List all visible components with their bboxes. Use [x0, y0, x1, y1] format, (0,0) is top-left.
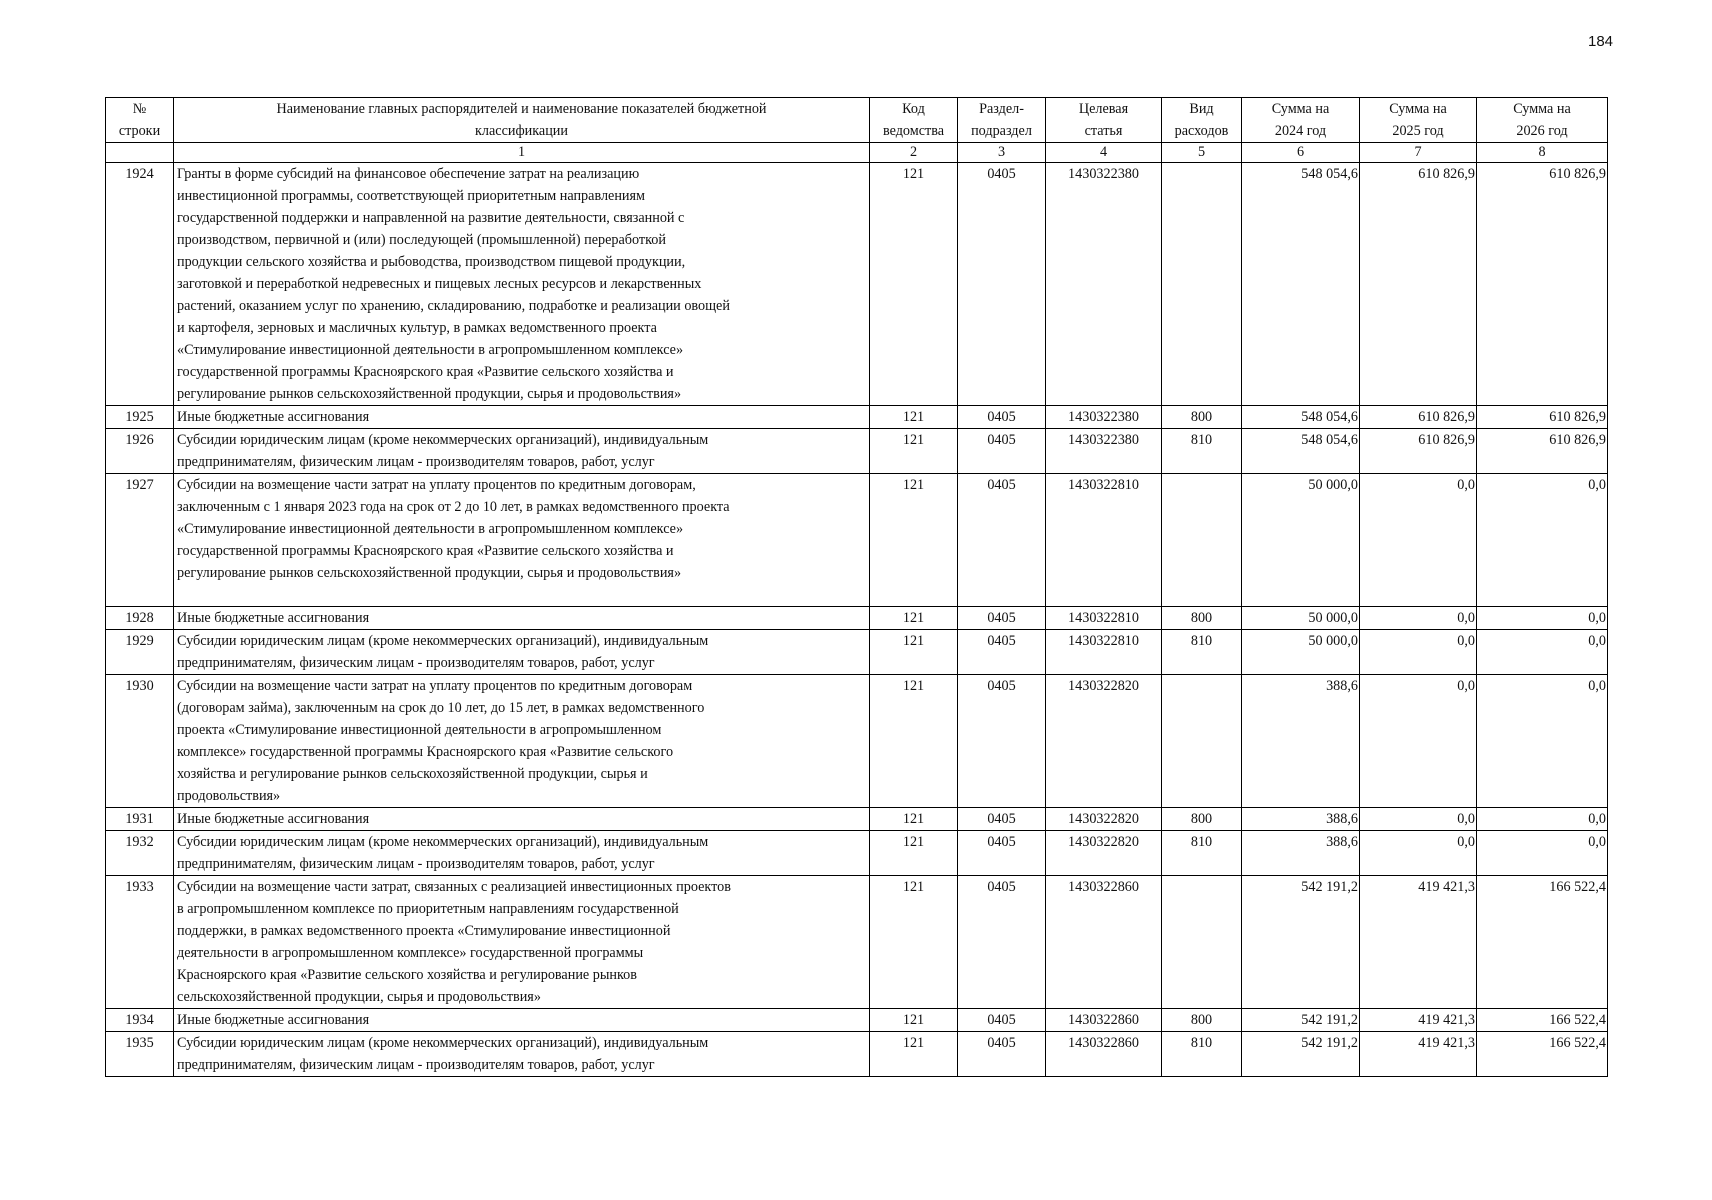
row-target-item: 1430322820: [1046, 831, 1162, 876]
row-target-item: 1430322860: [1046, 1009, 1162, 1032]
row-dept-code: 121: [870, 808, 958, 831]
column-numbers-row: [106, 143, 1608, 163]
row-sum-2025: 0,0: [1360, 808, 1477, 831]
row-target-item: 1430322860: [1046, 1032, 1162, 1077]
row-number: 1933: [106, 876, 174, 1009]
table-row: [106, 607, 1608, 630]
row-number: 1928: [106, 607, 174, 630]
header-expense-type: Вид расходов: [1162, 98, 1242, 143]
row-sum-2024: 542 191,2: [1242, 1032, 1360, 1077]
header-sum-2026: Сумма на 2026 год: [1477, 98, 1608, 143]
row-sum-2024: 548 054,6: [1242, 406, 1360, 429]
row-name-line: предпринимателям, физическим лицам - производителям товаров, работ, услуг: [177, 655, 655, 671]
row-sum-2025: 610 826,9: [1360, 163, 1477, 406]
row-expense-type: [1162, 876, 1242, 1009]
row-sum-2025: 0,0: [1360, 675, 1477, 808]
row-name-line: в агропромышленном комплексе по приоритетным направлениям государственной: [177, 901, 679, 917]
row-name-line: Субсидии юридическим лицам (кроме некоммерческих организаций), индивидуальным: [177, 834, 709, 850]
row-sum-2026: 0,0: [1477, 675, 1608, 808]
row-name: [174, 876, 870, 1009]
row-name-line: предпринимателям, физическим лицам - производителям товаров, работ, услуг: [177, 856, 655, 872]
row-section: 0405: [958, 1009, 1046, 1032]
row-name-line: и картофеля, зерновых и масличных культур, в рамках ведомственного проекта: [177, 320, 657, 336]
row-name-line: Субсидии на возмещение части затрат на уплату процентов по кредитным договорам,: [177, 477, 696, 493]
row-target-item: 1430322810: [1046, 630, 1162, 675]
row-name-line: проекта «Стимулирование инвестиционной деятельности в агропромышленном: [177, 722, 662, 738]
row-sum-2024: 388,6: [1242, 831, 1360, 876]
row-sum-2025: 0,0: [1360, 607, 1477, 630]
table-row: [106, 1032, 1608, 1077]
row-number: 1924: [106, 163, 174, 406]
table-row: [106, 808, 1608, 831]
row-section: 0405: [958, 474, 1046, 607]
header-row-no: № строки: [106, 98, 174, 143]
table-row: [106, 1009, 1608, 1032]
row-number: 1932: [106, 831, 174, 876]
header-name: Наименование главных распорядителей и наименование показателей бюджетной классификации: [174, 98, 870, 143]
row-number: 1926: [106, 429, 174, 474]
row-number: 1930: [106, 675, 174, 808]
row-sum-2025: 0,0: [1360, 630, 1477, 675]
row-dept-code: 121: [870, 607, 958, 630]
column-number: 5: [1162, 143, 1242, 163]
row-sum-2026: 610 826,9: [1477, 429, 1608, 474]
row-sum-2025: 610 826,9: [1360, 406, 1477, 429]
row-name-line: государственной программы Красноярского края «Развитие сельского хозяйства и: [177, 364, 674, 380]
row-sum-2026: 610 826,9: [1477, 163, 1608, 406]
row-name: [174, 808, 870, 831]
row-name: [174, 831, 870, 876]
row-sum-2024: 50 000,0: [1242, 474, 1360, 607]
row-expense-type: 810: [1162, 630, 1242, 675]
row-name-line: продовольствия»: [177, 788, 281, 804]
table-row: [106, 429, 1608, 474]
column-number: 8: [1477, 143, 1608, 163]
column-number: 6: [1242, 143, 1360, 163]
column-number: 4: [1046, 143, 1162, 163]
row-sum-2024: 542 191,2: [1242, 1009, 1360, 1032]
row-sum-2026: 610 826,9: [1477, 406, 1608, 429]
row-name-line: деятельности в агропромышленном комплексе» государственной программы: [177, 945, 644, 961]
row-name-line: (договорам займа), заключенным на срок до 10 лет, до 15 лет, в рамках ведомственного: [177, 700, 705, 716]
row-sum-2025: 419 421,3: [1360, 876, 1477, 1009]
row-section: 0405: [958, 607, 1046, 630]
row-expense-type: 810: [1162, 831, 1242, 876]
row-name-line: регулирование рынков сельскохозяйственной продукции, сырья и продовольствия»: [177, 386, 682, 402]
row-number: 1931: [106, 808, 174, 831]
row-sum-2025: 0,0: [1360, 831, 1477, 876]
row-dept-code: 121: [870, 474, 958, 607]
table-row: [106, 406, 1608, 429]
column-number: 3: [958, 143, 1046, 163]
row-expense-type: [1162, 474, 1242, 607]
header-dept-code: Код ведомства: [870, 98, 958, 143]
header-row: [106, 98, 1608, 143]
row-expense-type: 800: [1162, 808, 1242, 831]
row-name: [174, 1009, 870, 1032]
row-name-line: «Стимулирование инвестиционной деятельности в агропромышленном комплексе»: [177, 342, 684, 358]
row-number: 1935: [106, 1032, 174, 1077]
row-name-line: производством, первичной и (или) последующей (промышленной) переработкой: [177, 232, 666, 248]
header-sum-2025: Сумма на 2025 год: [1360, 98, 1477, 143]
row-name-line: государственной поддержки и направленной на развитие деятельности, связанной с: [177, 210, 685, 226]
row-name-line: «Стимулирование инвестиционной деятельности в агропромышленном комплексе»: [177, 521, 684, 537]
row-dept-code: 121: [870, 406, 958, 429]
row-name-line: Субсидии на возмещение части затрат на уплату процентов по кредитным договорам: [177, 678, 693, 694]
row-name-line: заключенным с 1 января 2023 года на срок от 2 до 10 лет, в рамках ведомственного проекта: [177, 499, 730, 515]
row-expense-type: [1162, 163, 1242, 406]
table-row: [106, 675, 1608, 808]
row-number: 1925: [106, 406, 174, 429]
row-sum-2024: 50 000,0: [1242, 607, 1360, 630]
row-name-line: Гранты в форме субсидий на финансовое обеспечение затрат на реализацию: [177, 166, 640, 182]
row-target-item: 1430322810: [1046, 474, 1162, 607]
row-name-line: Субсидии юридическим лицам (кроме некоммерческих организаций), индивидуальным: [177, 1035, 709, 1051]
row-name: [174, 163, 870, 406]
row-sum-2024: 542 191,2: [1242, 876, 1360, 1009]
row-sum-2024: 548 054,6: [1242, 429, 1360, 474]
row-name-line: продукции сельского хозяйства и рыбоводства, производством пищевой продукции,: [177, 254, 686, 270]
row-dept-code: 121: [870, 876, 958, 1009]
row-target-item: 1430322380: [1046, 429, 1162, 474]
row-section: 0405: [958, 630, 1046, 675]
row-target-item: 1430322380: [1046, 163, 1162, 406]
row-name-line: регулирование рынков сельскохозяйственной продукции, сырья и продовольствия»: [177, 565, 682, 581]
row-dept-code: 121: [870, 1032, 958, 1077]
row-sum-2026: 0,0: [1477, 808, 1608, 831]
header-section: Раздел- подраздел: [958, 98, 1046, 143]
row-name-line: государственной программы Красноярского края «Развитие сельского хозяйства и: [177, 543, 674, 559]
row-name-line: Иные бюджетные ассигнования: [177, 811, 370, 827]
row-name: [174, 406, 870, 429]
row-expense-type: 810: [1162, 1032, 1242, 1077]
row-sum-2026: 0,0: [1477, 831, 1608, 876]
row-section: 0405: [958, 163, 1046, 406]
page-number: 184: [1588, 33, 1614, 50]
row-target-item: 1430322820: [1046, 675, 1162, 808]
column-number: [106, 143, 174, 163]
row-name-line: растений, оказанием услуг по хранению, складированию, подработке и реализации овощей: [177, 298, 730, 314]
row-name-line: Красноярского края «Развитие сельского хозяйства и регулирование рынков: [177, 967, 637, 983]
row-name-line: Иные бюджетные ассигнования: [177, 610, 370, 626]
row-sum-2024: 50 000,0: [1242, 630, 1360, 675]
row-name-line: инвестиционной программы, соответствующей приоритетным направлениям: [177, 188, 646, 204]
row-number: 1934: [106, 1009, 174, 1032]
row-name-line: Иные бюджетные ассигнования: [177, 409, 370, 425]
row-sum-2026: 0,0: [1477, 630, 1608, 675]
row-name-line: поддержки, в рамках ведомственного проекта «Стимулирование инвестиционной: [177, 923, 671, 939]
table-row: [106, 831, 1608, 876]
header-sum-2024: Сумма на 2024 год: [1242, 98, 1360, 143]
row-name-line: сельскохозяйственной продукции, сырья и продовольствия»: [177, 989, 541, 1005]
row-dept-code: 121: [870, 831, 958, 876]
row-expense-type: 800: [1162, 1009, 1242, 1032]
row-dept-code: 121: [870, 429, 958, 474]
table-row: [106, 474, 1608, 607]
row-section: 0405: [958, 808, 1046, 831]
row-section: 0405: [958, 675, 1046, 808]
row-sum-2026: 166 522,4: [1477, 876, 1608, 1009]
row-sum-2026: 0,0: [1477, 607, 1608, 630]
row-dept-code: 121: [870, 675, 958, 808]
row-name: [174, 607, 870, 630]
table-row: [106, 163, 1608, 406]
column-number: 7: [1360, 143, 1477, 163]
row-sum-2025: 419 421,3: [1360, 1009, 1477, 1032]
row-sum-2024: 548 054,6: [1242, 163, 1360, 406]
row-expense-type: 810: [1162, 429, 1242, 474]
row-sum-2026: 166 522,4: [1477, 1032, 1608, 1077]
table-body: [106, 163, 1608, 1077]
row-section: 0405: [958, 429, 1046, 474]
row-name: [174, 1032, 870, 1077]
row-name-line: Субсидии на возмещение части затрат, связанных с реализацией инвестиционных проектов: [177, 879, 731, 895]
row-sum-2024: 388,6: [1242, 808, 1360, 831]
row-sum-2026: 166 522,4: [1477, 1009, 1608, 1032]
row-sum-2024: 388,6: [1242, 675, 1360, 808]
row-section: 0405: [958, 876, 1046, 1009]
row-dept-code: 121: [870, 1009, 958, 1032]
row-dept-code: 121: [870, 630, 958, 675]
row-section: 0405: [958, 1032, 1046, 1077]
row-name-line: хозяйства и регулирование рынков сельскохозяйственной продукции, сырья и: [177, 766, 648, 782]
row-name: [174, 429, 870, 474]
row-section: 0405: [958, 831, 1046, 876]
row-name: [174, 474, 870, 607]
table-row: [106, 876, 1608, 1009]
row-name-line: Иные бюджетные ассигнования: [177, 1012, 370, 1028]
row-name-line: предпринимателям, физическим лицам - производителям товаров, работ, услуг: [177, 1057, 655, 1073]
row-name: [174, 630, 870, 675]
row-sum-2025: 610 826,9: [1360, 429, 1477, 474]
row-expense-type: 800: [1162, 607, 1242, 630]
row-dept-code: 121: [870, 163, 958, 406]
header-target-item: Целевая статья: [1046, 98, 1162, 143]
row-sum-2025: 419 421,3: [1360, 1032, 1477, 1077]
row-target-item: 1430322820: [1046, 808, 1162, 831]
row-target-item: 1430322380: [1046, 406, 1162, 429]
row-expense-type: 800: [1162, 406, 1242, 429]
row-number: 1927: [106, 474, 174, 607]
row-number: 1929: [106, 630, 174, 675]
row-name: [174, 675, 870, 808]
row-target-item: 1430322860: [1046, 876, 1162, 1009]
row-expense-type: [1162, 675, 1242, 808]
column-number: 1: [174, 143, 870, 163]
column-number: 2: [870, 143, 958, 163]
row-sum-2025: 0,0: [1360, 474, 1477, 607]
row-name-line: Субсидии юридическим лицам (кроме некоммерческих организаций), индивидуальным: [177, 432, 709, 448]
row-name-line: Субсидии юридическим лицам (кроме некоммерческих организаций), индивидуальным: [177, 633, 709, 649]
row-name-line: предпринимателям, физическим лицам - производителям товаров, работ, услуг: [177, 454, 655, 470]
row-target-item: 1430322810: [1046, 607, 1162, 630]
budget-table: [105, 97, 1608, 1077]
row-name-line: заготовкой и переработкой недревесных и пищевых лесных ресурсов и лекарственных: [177, 276, 702, 292]
table-row: [106, 630, 1608, 675]
row-sum-2026: 0,0: [1477, 474, 1608, 607]
row-name-line: комплексе» государственной программы Красноярского края «Развитие сельского: [177, 744, 674, 760]
row-section: 0405: [958, 406, 1046, 429]
